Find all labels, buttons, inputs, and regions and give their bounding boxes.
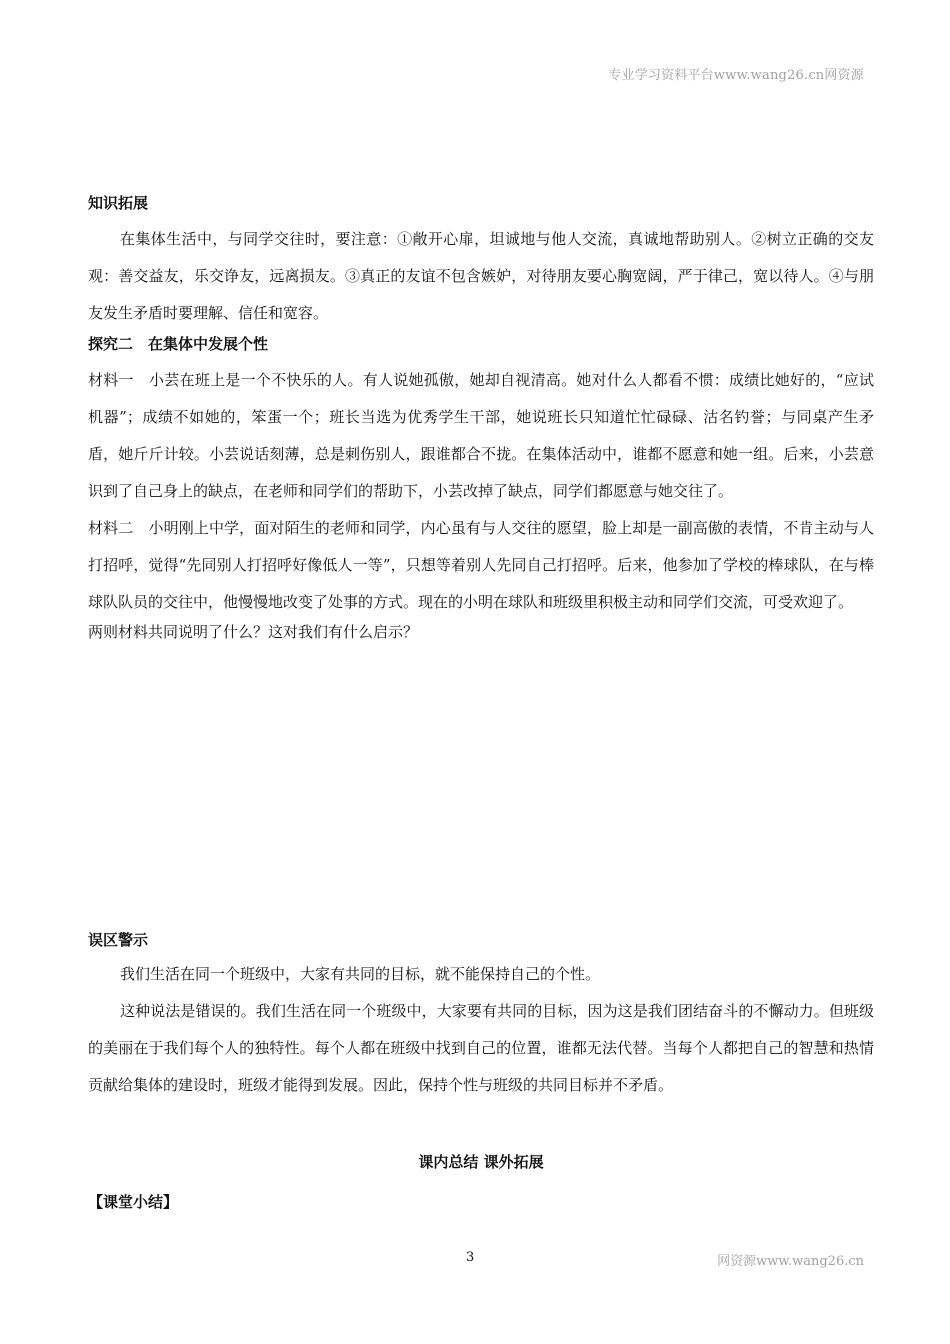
exploration-two-title: 探究二 在集体中发展个性 [88, 335, 269, 353]
exploration-two-section [88, 334, 874, 643]
material-one: 材料一 小芸在班上是一个不快乐的人。有人说她孤傲，她却自视清高。她对什么人都看不惯：成绩比她好的，“应试机器”；成绩不如她的，笨蛋一个；班长当选为优秀学生干部，她说班长只知道忙忙碌碌、沽名钓誉；与同桌产生矛盾，她斤斤计较。小芸说话刻薄，总是刺伤别人，跟谁都合不拢。在集体活动中，谁都不愿意和她一组。后来，小芸意识到了自己身上的缺点，在老师和同学们的帮助下，小芸改掉了缺点，同学们都愿意与她交往了。 [88, 371, 874, 500]
misconception-explanation: 这种说法是错误的。我们生活在同一个班级中，大家要有共同的目标，因为这是我们团结奋斗的不懈动力。但班级的美丽在于我们每个人的独特性。每个人都在班级中找到自己的位置，谁都无法代替。当每个人都把自己的智慧和热情贡献给集体的建设时，班级才能得到发展。因此，保持个性与班级的共同目标并不矛盾。 [88, 1002, 874, 1094]
knowledge-extension-title: 知识拓展 [88, 194, 149, 212]
misconception-title: 误区警示 [88, 931, 149, 949]
material-two: 材料二 小明刚上中学，面对陌生的老师和同学，内心虽有与人交往的愿望，脸上却是一副高傲的表情，不肯主动与人打招呼，觉得“先同别人打招呼好像低人一等”，只想等着别人先同自己打招呼。后来，他参加了学校的棒球队，在与棒球队队员的交往中，他慢慢地改变了处事的方式。现在的小明在球队和班级里积极主动和同学们交流，可受欢迎了。 [88, 519, 874, 611]
question: 两则材料共同说明了什么？这对我们有什么启示？ [88, 623, 419, 641]
misconception-section [88, 930, 874, 1104]
footer-watermark: 网资源www.wang26.cn [717, 1254, 864, 1269]
header-watermark: 专业学习资料平台www.wang26.cn网资源 [608, 68, 864, 83]
class-summary-section [88, 1192, 874, 1212]
knowledge-extension-body: 在集体生活中，与同学交往时，要注意：①敞开心扉，坦诚地与他人交流，真诚地帮助别人。②树立正确的交友观：善交益友，乐交诤友，远离损友。③真正的友谊不包含嫉妒，对待朋友要心胸宽阔，严于律己，宽以待人。④与朋友发生矛盾时要理解、信任和宽容。 [88, 230, 874, 322]
misconception-statement: 我们生活在同一个班级中，大家有共同的目标，就不能保持自己的个性。 [120, 965, 601, 983]
page-number: 3 [466, 1250, 475, 1265]
class-summary-title: 【课堂小结】 [88, 1193, 179, 1211]
summary-section-title: 课内总结 课外拓展 [418, 1153, 544, 1171]
knowledge-extension-section [88, 193, 874, 332]
